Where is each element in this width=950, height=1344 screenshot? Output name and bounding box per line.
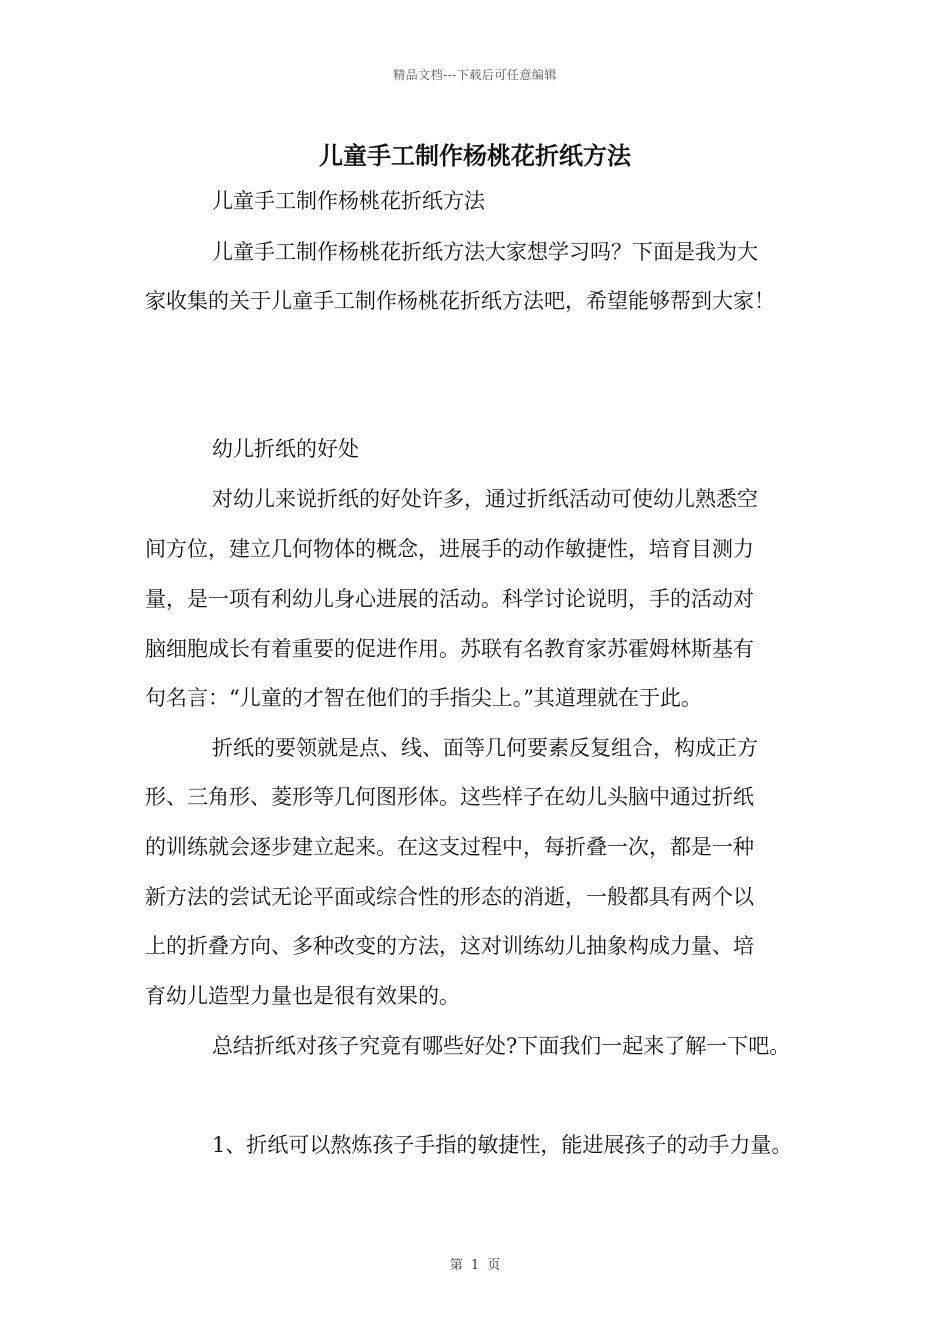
intro-line-1: 儿童手工制作杨桃花折纸方法大家想学习吗？下面是我为大 <box>212 240 758 264</box>
subtitle: 儿童手工制作杨桃花折纸方法 <box>212 189 485 213</box>
para2-line-1: 折纸的要领就是点、线、面等几何要素反复组合，构成正方 <box>212 736 758 760</box>
para2-line-4: 新方法的尝试无论平面或综合性的形态的消逝，一般都具有两个以 <box>145 885 754 909</box>
page-header: 精品文档---下载后可任意编辑 <box>393 68 557 82</box>
para2-line-6: 育幼儿造型力量也是很有效果的。 <box>145 984 460 1008</box>
para2-line-3: 的训练就会逐步建立起来。在这支过程中，每折叠一次，都是一种 <box>145 835 754 859</box>
page-number: 第 1 页 <box>449 1258 501 1273</box>
para1-line-5: 句名言：“儿童的才智在他们的手指尖上。”其道理就在于此。 <box>145 686 702 710</box>
document-title: 儿童手工制作杨桃花折纸方法 <box>319 141 631 170</box>
section-heading: 幼儿折纸的好处 <box>212 437 359 461</box>
para1-line-1: 对幼儿来说折纸的好处许多，通过折纸活动可使幼儿熟悉空 <box>212 487 758 511</box>
para2-line-2: 形、三角形、菱形等几何图形体。这些样子在幼儿头脑中通过折纸 <box>145 785 754 809</box>
para1-line-2: 间方位，建立几何物体的概念，进展手的动作敏捷性，培育目测力 <box>145 537 754 561</box>
para1-line-4: 脑细胞成长有着重要的促进作用。苏联有名教育家苏霍姆林斯基有 <box>145 637 754 661</box>
point-1: 1、折纸可以熬炼孩子手指的敏捷性，能进展孩子的动手力量。 <box>212 1133 793 1157</box>
intro-line-2: 家收集的关于儿童手工制作杨桃花折纸方法吧，希望能够帮到大家！ <box>145 289 775 313</box>
para1-line-3: 量，是一项有利幼儿身心进展的活动。科学讨论说明，手的活动对 <box>145 587 754 611</box>
para2-line-5: 上的折叠方向、多种改变的方法，这对训练幼儿抽象构成力量、培 <box>145 934 754 958</box>
para3: 总结折纸对孩子究竟有哪些好处?下面我们一起来了解一下吧。 <box>212 1034 791 1058</box>
